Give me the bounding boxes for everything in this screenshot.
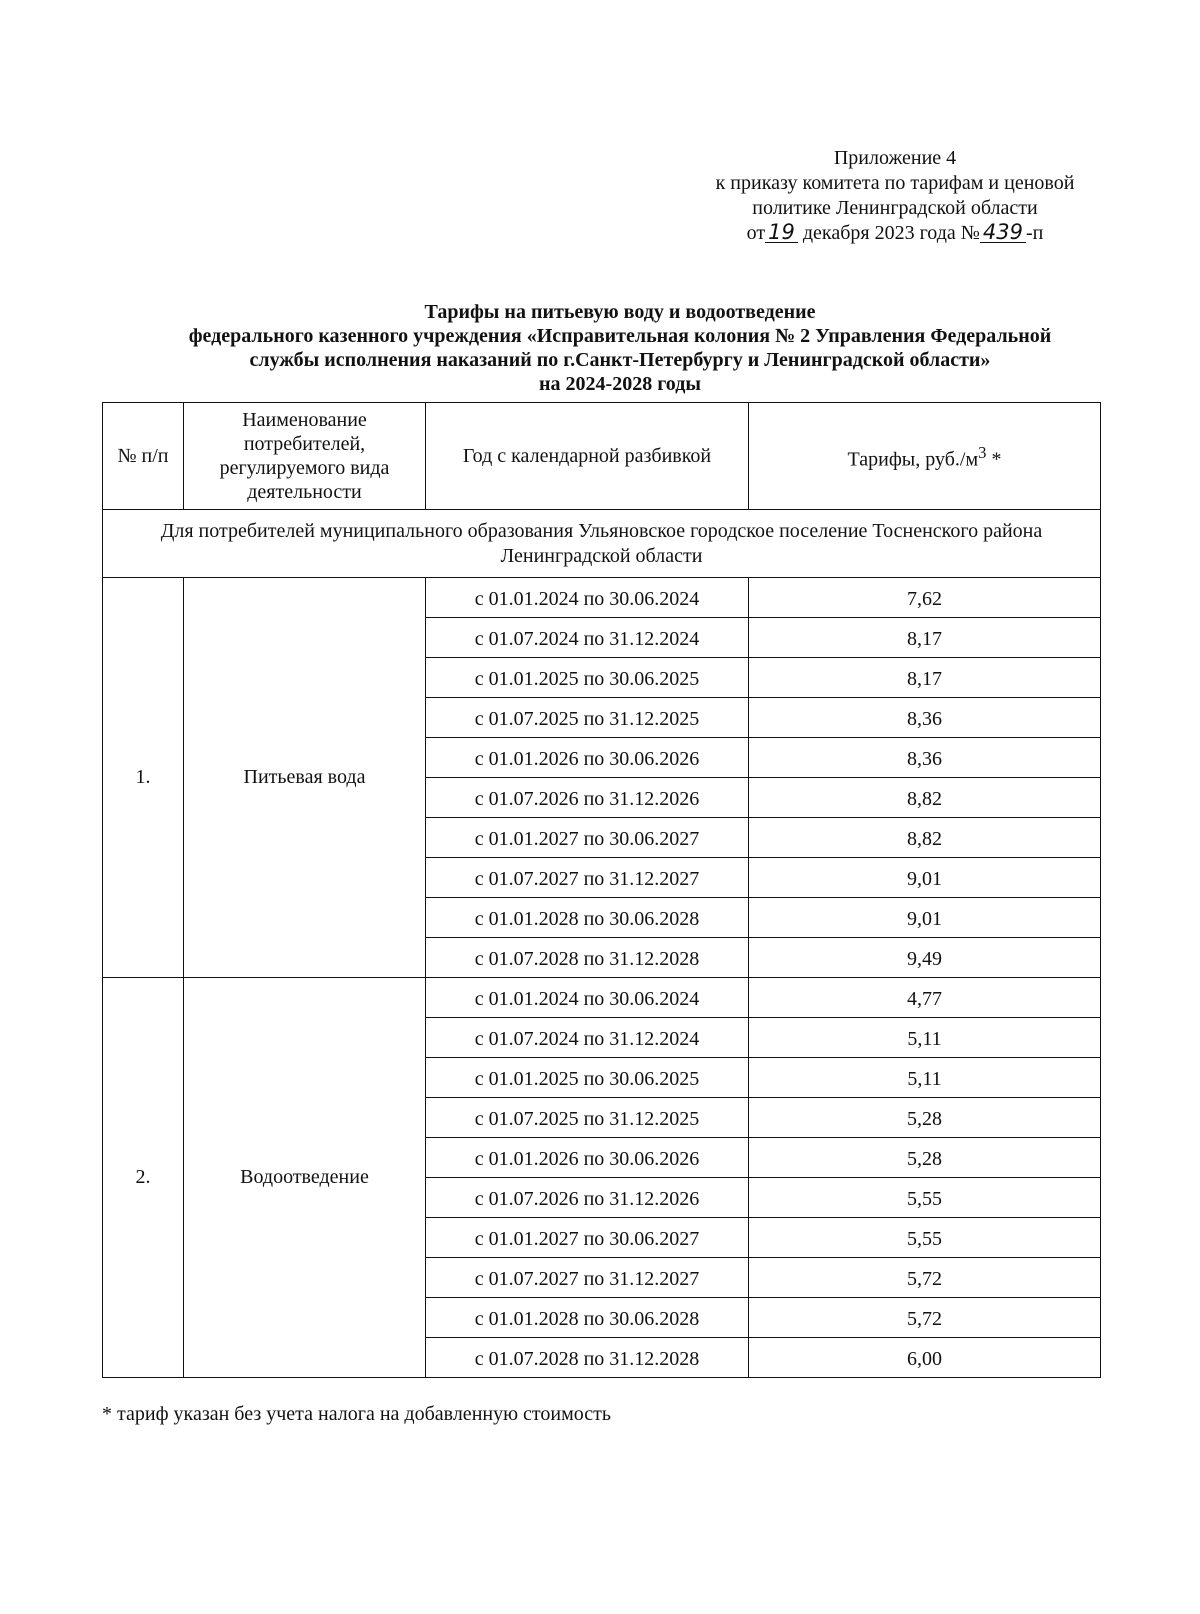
period-cell: с 01.07.2027 по 31.12.2027 <box>426 858 749 898</box>
period-cell: с 01.01.2028 по 30.06.2028 <box>426 898 749 938</box>
tariff-value-cell: 8,82 <box>749 818 1101 858</box>
tariff-value-cell: 9,49 <box>749 938 1101 978</box>
tariff-value-cell: 8,17 <box>749 618 1101 658</box>
header-tariff-suffix: * <box>986 448 1002 471</box>
group-number: 1. <box>103 578 184 978</box>
group-number: 2. <box>103 978 184 1378</box>
tariff-value-cell: 5,55 <box>749 1218 1101 1258</box>
section-row <box>103 510 1101 578</box>
tariff-value-cell: 9,01 <box>749 898 1101 938</box>
tariff-value-cell: 5,11 <box>749 1018 1101 1058</box>
period-cell: с 01.07.2028 по 31.12.2028 <box>426 938 749 978</box>
tariff-value-cell: 9,01 <box>749 858 1101 898</box>
group-name: Питьевая вода <box>184 578 426 978</box>
period-cell: с 01.07.2026 по 31.12.2026 <box>426 778 749 818</box>
period-cell: с 01.07.2025 по 31.12.2025 <box>426 698 749 738</box>
period-cell: с 01.01.2027 по 30.06.2027 <box>426 818 749 858</box>
period-cell: с 01.07.2024 по 31.12.2024 <box>426 618 749 658</box>
tariff-value-cell: 8,36 <box>749 738 1101 778</box>
period-cell: с 01.07.2026 по 31.12.2026 <box>426 1178 749 1218</box>
appendix-date-line <box>670 221 1120 246</box>
period-cell: с 01.01.2026 по 30.06.2026 <box>426 1138 749 1178</box>
title-line-2: федерального казенного учреждения «Исправительная колония № 2 Управления Федеральной <box>188 325 1052 347</box>
title-line-3: службы исполнения наказаний по г.Санкт-Петербургу и Ленинградской области» <box>249 349 991 371</box>
tariff-value-cell: 8,82 <box>749 778 1101 818</box>
period-cell: с 01.01.2025 по 30.06.2025 <box>426 658 749 698</box>
table-row <box>103 978 1101 1018</box>
header-tariff <box>749 403 1101 510</box>
period-cell: с 01.07.2028 по 31.12.2028 <box>426 1338 749 1378</box>
tariff-value-cell: 5,28 <box>749 1098 1101 1138</box>
number-suffix: -п <box>1025 222 1044 244</box>
tariff-value-cell: 8,17 <box>749 658 1101 698</box>
section-label: Для потребителей муниципального образования Ульяновское городское поселение Тосненского района Ленинградской области <box>103 510 1101 578</box>
table-header-row <box>103 403 1101 510</box>
appendix-line-2: к приказу комитета по тарифам и ценовой <box>715 172 1075 194</box>
handwritten-number: 439 <box>980 222 1026 243</box>
header-period: Год с календарной разбивкой <box>426 403 749 510</box>
tariff-table <box>102 402 1101 1378</box>
appendix-header <box>670 146 1120 246</box>
period-cell: с 01.01.2025 по 30.06.2025 <box>426 1058 749 1098</box>
period-cell: с 01.01.2026 по 30.06.2026 <box>426 738 749 778</box>
tariff-value-cell: 5,55 <box>749 1178 1101 1218</box>
period-cell: с 01.01.2024 по 30.06.2024 <box>426 978 749 1018</box>
period-cell: с 01.07.2025 по 31.12.2025 <box>426 1098 749 1138</box>
tariff-rows <box>103 578 1101 1378</box>
appendix-line-1: Приложение 4 <box>833 147 957 169</box>
tariff-value-cell: 5,11 <box>749 1058 1101 1098</box>
title-line-1: Тарифы на питьевую воду и водоотведение <box>424 301 816 323</box>
date-middle: декабря 2023 года № <box>802 222 980 244</box>
tariff-value-cell: 4,77 <box>749 978 1101 1018</box>
period-cell: с 01.01.2027 по 30.06.2027 <box>426 1218 749 1258</box>
tariff-value-cell: 5,72 <box>749 1298 1101 1338</box>
tariff-value-cell: 5,28 <box>749 1138 1101 1178</box>
header-num: № п/п <box>103 403 184 510</box>
tariff-value-cell: 5,72 <box>749 1258 1101 1298</box>
date-prefix: от <box>746 222 766 244</box>
footnote: * тариф указан без учета налога на добавленную стоимость <box>102 1403 611 1425</box>
period-cell: с 01.07.2024 по 31.12.2024 <box>426 1018 749 1058</box>
appendix-line-3: политике Ленинградской области <box>752 197 1038 219</box>
period-cell: с 01.01.2024 по 30.06.2024 <box>426 578 749 618</box>
header-tariff-label: Тарифы, руб./м <box>847 448 979 471</box>
tariff-value-cell: 8,36 <box>749 698 1101 738</box>
title-line-4: на 2024-2028 годы <box>539 373 701 395</box>
group-name: Водоотведение <box>184 978 426 1378</box>
period-cell: с 01.07.2027 по 31.12.2027 <box>426 1258 749 1298</box>
handwritten-day: 19 <box>765 222 798 243</box>
header-name: Наименование потребителей, регулируемого вида деятельности <box>184 403 426 510</box>
period-cell: с 01.01.2028 по 30.06.2028 <box>426 1298 749 1338</box>
tariff-value-cell: 6,00 <box>749 1338 1101 1378</box>
table-row <box>103 578 1101 618</box>
document-title <box>100 300 1140 396</box>
tariff-value-cell: 7,62 <box>749 578 1101 618</box>
header-tariff-sup: 3 <box>978 442 987 462</box>
